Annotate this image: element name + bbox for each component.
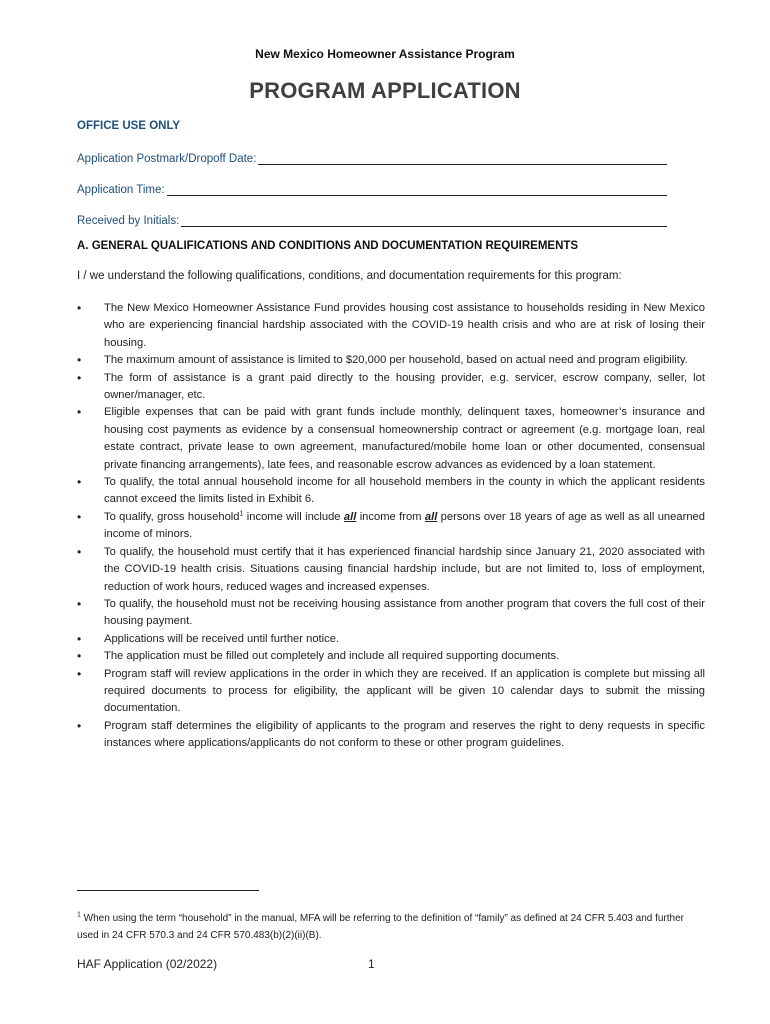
list-item-text [104, 511, 705, 540]
bullet-icon: • [77, 353, 82, 368]
received-initials-field[interactable] [77, 209, 667, 227]
footnote-reference: 1 [239, 510, 244, 518]
page-number: 1 [368, 957, 375, 971]
section-a-heading: A. GENERAL QUALIFICATIONS AND CONDITIONS AND DOCUMENTATION REQUIREMENTS [77, 240, 579, 252]
list-item [77, 300, 705, 352]
list-item-text: The form of assistance is a grant paid directly to the housing provider, e.g. servicer, escrow company, seller, lot owner/manager, etc. [104, 371, 705, 402]
list-item [77, 631, 705, 648]
program-name: New Mexico Homeowner Assistance Program [255, 47, 515, 61]
list-item-text: Applications will be received until further notice. [104, 632, 340, 645]
list-item [77, 596, 705, 631]
bullet-icon: • [77, 301, 82, 315]
application-time-label: Application Time: [77, 184, 165, 196]
list-item-text: The maximum amount of assistance is limited to $20,000 per household, based on actual need and program eligibility. [104, 354, 688, 367]
emphasis-all: all [343, 510, 357, 523]
page-title: PROGRAM APPLICATION [249, 78, 521, 103]
application-time-line[interactable] [167, 181, 667, 196]
list-item-text: The application must be filled out completely and include all required supporting documents. [104, 650, 560, 663]
footnote-text: When using the term “household” in the manual, MFA will be referring to the definition of “family” as defined at 24 CFR 5.403 and further used in 24 CFR 570.3 and 24 CFR 570.483(b)(2)(ii)(B). [77, 913, 684, 941]
bullet-icon: • [77, 649, 82, 664]
bullet-icon: • [77, 370, 82, 385]
bullet-icon: • [77, 596, 82, 611]
received-initials-line[interactable] [181, 212, 667, 227]
text-segment: To qualify, gross household [104, 510, 240, 523]
list-item-text: To qualify, the household must not be receiving housing assistance from another program that covers the full cost of their housing payment. [104, 597, 705, 628]
list-item [77, 718, 705, 753]
application-time-field[interactable] [77, 178, 667, 196]
list-item-text: To qualify, the household must certify that it has experienced financial hardship since January 21, 2020 associated with the COVID-19 health crisis. Situations causing financial hardship include, but are not limited to, loss of employment, reduction of work hours, reduced wages and increased expenses. [104, 545, 705, 593]
bullet-icon: • [77, 631, 82, 646]
text-segment: income from [356, 510, 425, 523]
text-segment: income will include [243, 510, 344, 523]
text-segment: persons over 18 years of age as well as all unearned income of minors. [104, 510, 705, 541]
bullet-icon: • [77, 405, 82, 420]
footnote [77, 910, 707, 944]
list-item-text: To qualify, the total annual household income for all household members in the county in which the applicant residents cannot exceed the limits listed in Exhibit 6. [104, 476, 705, 506]
bullet-icon: • [77, 544, 82, 559]
list-item-text: The New Mexico Homeowner Assistance Fund provides housing cost assistance to households residing in New Mexico who are experiencing financial hardship associated with the COVID-19 health crisis and who are at risk of losing their housing. [104, 302, 705, 349]
footnote-divider [77, 890, 259, 891]
list-item [77, 666, 705, 718]
postmark-date-label: Application Postmark/Dropoff Date: [77, 153, 257, 165]
bullet-icon: • [77, 475, 82, 490]
postmark-date-line[interactable] [258, 150, 667, 165]
received-initials-label: Received by Initials: [77, 215, 180, 227]
list-item [77, 474, 705, 509]
list-item [77, 404, 705, 474]
bullet-icon: • [77, 509, 82, 524]
postmark-date-field[interactable] [77, 147, 667, 165]
emphasis-all: all [424, 510, 438, 523]
document-id: HAF Application (02/2022) [77, 957, 218, 971]
list-item [77, 352, 705, 369]
list-item [77, 544, 705, 596]
bullet-icon: • [77, 666, 82, 681]
office-use-heading: OFFICE USE ONLY [77, 120, 181, 132]
list-item [77, 648, 705, 665]
footnote-marker: 1 [77, 911, 81, 919]
list-item-text: Eligible expenses that can be paid with grant funds include monthly, delinquent taxes, homeowner’s insurance and housing cost payments as evidence by a consensual homeownership contract or agreement (e.g. mortgage loan, real estate contract, private lease to own agreement, manufactured/mobile home loan or other documented, consensual private financing arrangements), late fees, and reasonable escrow advances as evidenced by a loan statement. [104, 406, 705, 471]
bullet-icon: • [77, 718, 82, 733]
requirements-list [77, 300, 705, 753]
list-item [77, 370, 705, 405]
section-a-intro: I / we understand the following qualifications, conditions, and documentation requirements for this program: [77, 270, 622, 282]
list-item [77, 509, 705, 544]
list-item-text: Program staff determines the eligibility of applicants to the program and reserves the right to deny requests in specific instances where applications/applicants do not conform to these or other program guidelines. [104, 719, 705, 750]
list-item-text: Program staff will review applications in the order in which they are received. If an application is complete but missing all required documents to process for eligibility, the applicant will be given 10 calendar days to submit the missing documentation. [104, 667, 705, 715]
